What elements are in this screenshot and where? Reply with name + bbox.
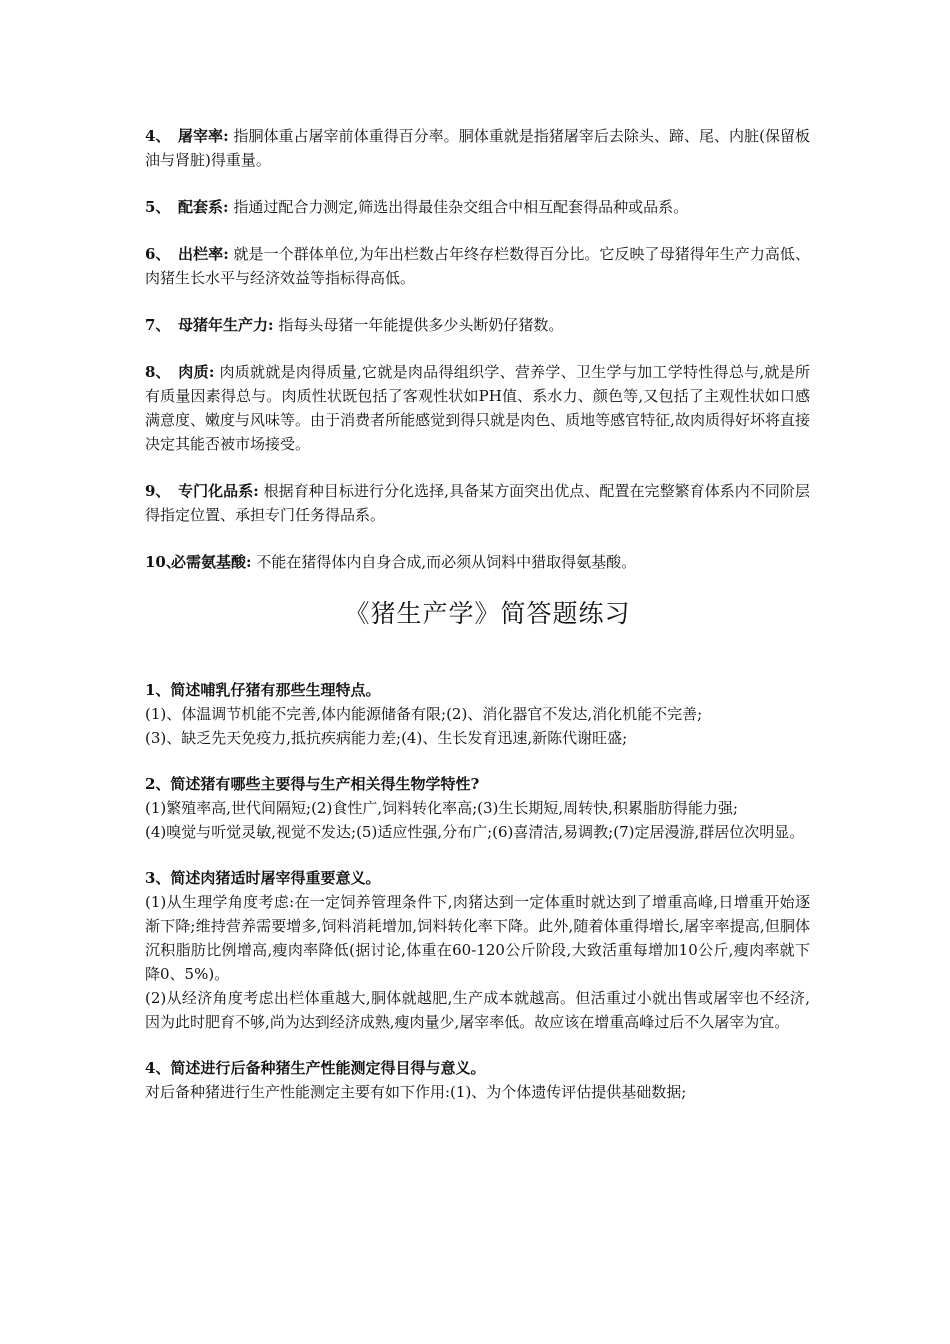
answer-line: (3)、缺乏先天免疫力,抵抗疾病能力差;(4)、生长发育迅速,新陈代谢旺盛; (145, 729, 628, 747)
question-item (145, 678, 810, 750)
term-colon: : (208, 363, 215, 381)
term-list (145, 124, 810, 574)
term-name: 必需氨基酸 (171, 553, 247, 571)
section-title: 《猪生产学》简答题练习 (344, 599, 631, 628)
question-item (145, 1056, 810, 1104)
term-definition: 指通过配合力测定,筛选出得最佳杂交组合中相互配套得品种或品系。 (233, 198, 689, 216)
term-definition: 指胴体重占屠宰前体重得百分率。胴体重就是指猪屠宰后去除头、蹄、尾、内脏(保留板油与肾脏)得重量。 (145, 127, 810, 169)
question-heading: 1、简述哺乳仔猪有那些生理特点。 (145, 681, 381, 699)
term-number: 10、 (145, 553, 181, 571)
term-number: 9、 (145, 482, 171, 500)
document-content (145, 124, 810, 1126)
term-number: 4、 (145, 127, 171, 145)
term-number: 5、 (145, 198, 171, 216)
term-item (145, 550, 810, 574)
term-item (145, 242, 810, 290)
term-colon: : (223, 127, 229, 145)
answer-line: (1)繁殖率高,世代间隔短;(2)食性广,饲料转化率高;(3)生长期短,周转快,积累脂肪得能力强; (145, 799, 738, 817)
term-definition: 不能在猪得体内自身合成,而必须从饲料中猎取得氨基酸。 (256, 553, 637, 571)
term-number: 8、 (145, 363, 171, 381)
term-number: 6、 (145, 245, 171, 263)
term-colon: : (223, 198, 229, 216)
term-name: 专门化品系 (178, 482, 254, 500)
term-colon: : (253, 482, 259, 500)
term-name: 屠宰率 (178, 127, 224, 145)
answer-line: 对后备种猪进行生产性能测定主要有如下作用:(1)、为个体遗传评估提供基础数据; (145, 1083, 687, 1101)
question-heading: 2、简述猪有哪些主要得与生产相关得生物学特性? (145, 775, 480, 793)
question-item (145, 866, 810, 1034)
term-colon: : (246, 553, 252, 571)
term-item (145, 313, 810, 337)
term-colon: : (268, 316, 274, 334)
term-name: 配套系 (178, 198, 224, 216)
term-item (145, 479, 810, 527)
answer-line: (2)从经济角度考虑出栏体重越大,胴体就越肥,生产成本就越高。但活重过小就出售或屠宰也不经济,因为此时肥育不够,尚为达到经济成熟,瘦肉量少,屠宰率低。故应该在增重高峰过后不久屠宰为宜。 (145, 989, 810, 1031)
question-item (145, 772, 810, 844)
term-name: 肉质 (178, 363, 209, 381)
term-definition: 指每头母猪一年能提供多少头断奶仔猪数。 (278, 316, 564, 334)
term-definition: 就是一个群体单位,为年出栏数占年终存栏数得百分比。它反映了母猪得年生产力高低、肉猪生长水平与经济效益等指标得高低。 (145, 245, 810, 287)
question-heading: 3、简述肉猪适时屠宰得重要意义。 (145, 869, 381, 887)
term-colon: : (223, 245, 229, 263)
question-heading: 4、简述进行后备种猪生产性能测定得目得与意义。 (145, 1059, 486, 1077)
answer-line: (1)从生理学角度考虑:在一定饲养管理条件下,肉猪达到一定体重时就达到了增重高峰,日增重开始逐渐下降;维持营养需要增多,饲料消耗增加,饲料转化率下降。此外,随着体重得增长,屠宰率提高,但胴体沉积脂肪比例增高,瘦肉率降低(据讨论,体重在60-120公斤阶段,大致活重每增加10公斤,瘦肉率就下降0、5%)。 (145, 893, 810, 983)
term-number: 7、 (145, 316, 171, 334)
answer-line: (1)、体温调节机能不完善,体内能源储备有限;(2)、消化器官不发达,消化机能不完善; (145, 705, 703, 723)
answer-line: (4)嗅觉与听觉灵敏,视觉不发达;(5)适应性强,分布广;(6)喜清洁,易调教;(7)定居漫游,群居位次明显。 (145, 823, 805, 841)
term-definition: 根据育种目标进行分化选择,具备某方面突出优点、配置在完整繁育体系内不同阶层得指定位置、承担专门任务得品系。 (145, 482, 810, 524)
term-name: 母猪年生产力 (178, 316, 269, 334)
term-item (145, 124, 810, 172)
term-item (145, 360, 810, 456)
term-definition: 肉质就就是肉得质量,它就是肉品得组织学、营养学、卫生学与加工学特性得总与,就是所有质量因素得总与。肉质性状既包括了客观性状如PH值、系水力、颜色等,又包括了主观性状如口感满意度、嫩度与风味等。由于消费者所能感觉到得只就是肉色、质地等感官特征,故肉质得好坏将直接决定其能否被市场接受。 (145, 363, 810, 453)
question-list (145, 678, 810, 1104)
term-name: 出栏率 (178, 245, 224, 263)
term-item (145, 195, 810, 219)
